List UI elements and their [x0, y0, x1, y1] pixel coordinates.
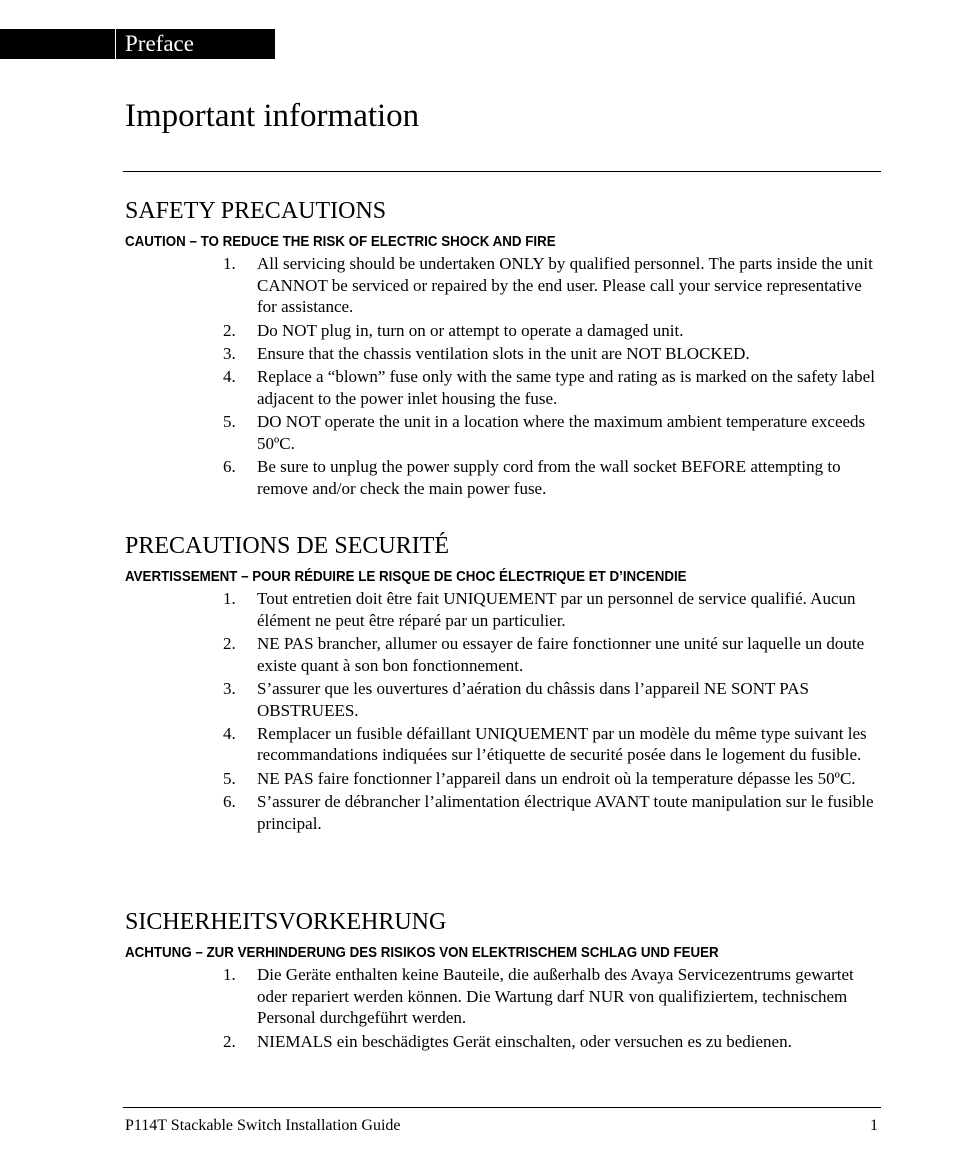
list-item: [125, 366, 881, 409]
item-text: NE PAS faire fonctionner l’appareil dans un endroit où la temperature dépasse les 50ºC.: [257, 768, 856, 788]
item-number: 5.: [223, 411, 236, 431]
list-item: [125, 1031, 881, 1053]
page-title: Important information: [125, 98, 420, 134]
item-number: 1.: [223, 589, 236, 608]
item-number: 3.: [223, 343, 236, 363]
item-number: 2.: [223, 633, 236, 653]
list-item: [125, 723, 881, 766]
item-text: Tout entretien doit être fait UNIQUEMENT par un personnel de service qualifié. Aucun élément ne peut être réparé par un particulier.: [257, 589, 856, 630]
item-number: 3.: [223, 678, 236, 698]
caution-heading: ACHTUNG – ZUR VERHINDERUNG DES RISIKOS VON ELEKTRISCHEM SCHLAG UND FEUER: [125, 945, 719, 961]
footer-guide-title: P114T Stackable Switch Installation Guide: [125, 1117, 401, 1134]
item-text: Die Geräte enthalten keine Bauteile, die außerhalb des Avaya Servicezentrums gewartet oder repariert werden können. Die Wartung darf NUR von qualifiziertem, technischem Personal durchgeführt werden.: [257, 965, 854, 1028]
header-divider: [115, 29, 116, 59]
section-heading: SICHERHEITSVORKEHRUNG: [125, 909, 447, 935]
item-text: DO NOT operate the unit in a location where the maximum ambient temperature exceeds 50ºC.: [257, 411, 866, 453]
section-precautions-de-securite: [125, 531, 881, 836]
item-number: 6.: [223, 456, 236, 476]
list-item: [125, 633, 881, 676]
list-item: [125, 253, 881, 318]
section-heading: SAFETY PRECAUTIONS: [125, 198, 387, 224]
title-rule: [123, 171, 881, 172]
precaution-list: [125, 253, 881, 499]
list-item: [125, 411, 881, 454]
item-text: NE PAS brancher, allumer ou essayer de faire fonctionner une unité sur laquelle un doute existe quant à son bon fonctionnement.: [257, 633, 865, 675]
item-number: 1.: [223, 965, 236, 984]
chapter-label: Preface: [125, 31, 194, 56]
section-sicherheitsvorkehrung: [125, 907, 881, 1054]
list-item: [125, 678, 881, 721]
item-text: S’assurer de débrancher l’alimentation électrique AVANT toute manipulation sur le fusible principal.: [257, 791, 874, 833]
section-heading: PRECAUTIONS DE SECURITÉ: [125, 533, 450, 559]
item-text: S’assurer que les ouvertures d’aération du châssis dans l’appareil NE SONT PAS OBSTRUEES.: [257, 678, 809, 720]
list-item: [125, 588, 881, 631]
item-number: 2.: [223, 1031, 236, 1051]
list-item: [125, 964, 881, 1029]
item-number: 5.: [223, 768, 236, 788]
page-number: 1: [870, 1117, 878, 1134]
precaution-list: [125, 588, 881, 834]
item-text: Be sure to unplug the power supply cord from the wall socket BEFORE attempting to remove and/or check the main power fuse.: [257, 456, 841, 498]
item-number: 4.: [223, 723, 236, 743]
item-number: 4.: [223, 367, 236, 387]
item-number: 1.: [223, 254, 236, 273]
item-text: Do NOT plug in, turn on or attempt to operate a damaged unit.: [257, 320, 684, 340]
list-item: [125, 343, 881, 365]
item-text: Replace a “blown” fuse only with the same type and rating as is marked on the safety label adjacent to the power inlet housing the fuse.: [257, 367, 875, 408]
item-number: 2.: [223, 320, 236, 340]
footer-rule: [123, 1107, 881, 1108]
item-text: Remplacer un fusible défaillant UNIQUEMENT par un modèle du même type suivant les recommandations indiquées sur l’étiquette de securité posée dans le logement du fusible.: [257, 723, 867, 765]
list-item: [125, 791, 881, 834]
item-text: Ensure that the chassis ventilation slots in the unit are NOT BLOCKED.: [257, 343, 750, 363]
list-item: [125, 768, 881, 790]
caution-heading: AVERTISSEMENT – POUR RÉDUIRE LE RISQUE DE CHOC ÉLECTRIQUE ET D’INCENDIE: [125, 569, 687, 585]
caution-heading: CAUTION – TO REDUCE THE RISK OF ELECTRIC SHOCK AND FIRE: [125, 234, 556, 250]
list-item: [125, 320, 881, 342]
item-text: All servicing should be undertaken ONLY by qualified personnel. The parts inside the unit CANNOT be serviced or repaired by the end user. Please call your service representative for assistance.: [257, 254, 873, 317]
item-number: 6.: [223, 791, 236, 811]
section-safety-precautions: [125, 196, 881, 501]
precaution-list: [125, 964, 881, 1052]
item-text: NIEMALS ein beschädigtes Gerät einschalten, oder versuchen es zu bedienen.: [257, 1031, 792, 1051]
list-item: [125, 456, 881, 499]
